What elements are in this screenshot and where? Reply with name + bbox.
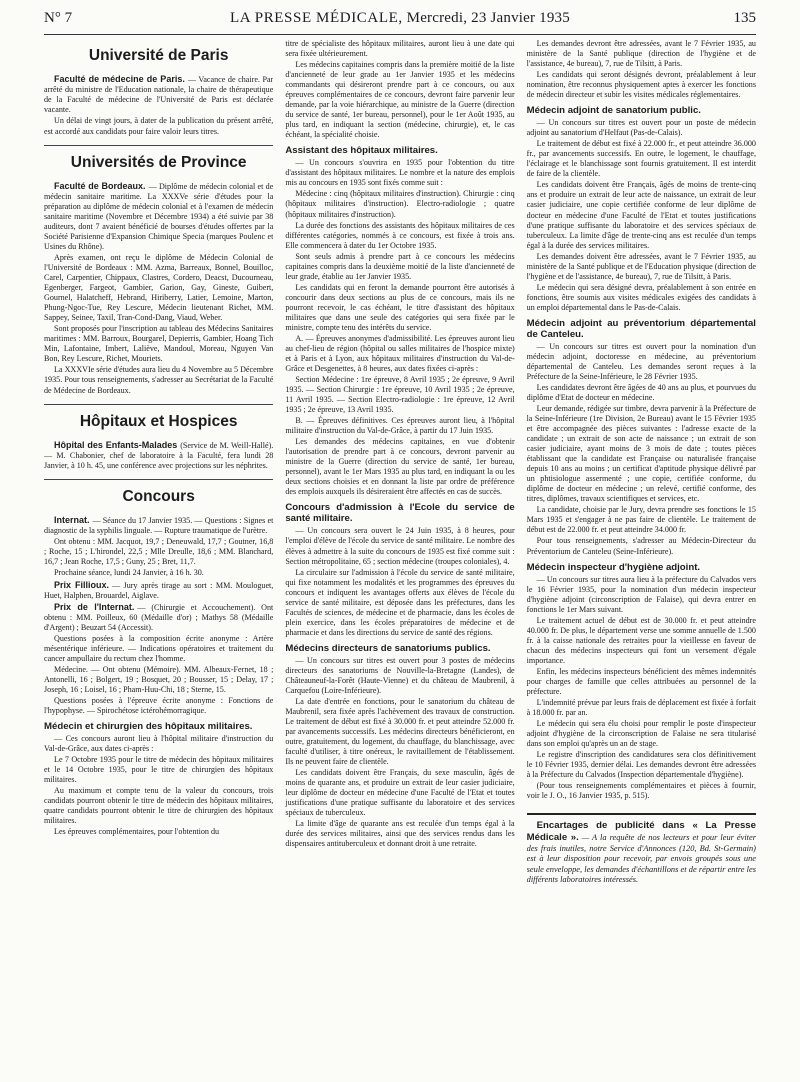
paragraph: Le traitement de début est fixé à 22.000 fr., et peut atteindre 36.000 fr., par avancements successifs. En outre, le logement, le chauffage, l'éclairage et le blanchissage sont fournis gratuitement. Il est interdit de faire de la clientèle. <box>526 139 756 179</box>
paragraph: Les candidats qui seront désignés devront, préalablement à leur nomination, être reconnus physiquement aptes à exercer les fonctions de médecin directeur et subir les visites médicales réglementaires. <box>526 70 756 100</box>
issue-date: Mercredi, 23 Janvier 1935 <box>406 10 570 26</box>
section-divider <box>44 145 273 146</box>
paragraph: L'indemnité prévue par leurs frais de déplacement est fixée à forfait à 18.000 fr. par an. <box>526 697 756 717</box>
paragraph: — Un concours sur titres aura lieu à la préfecture du Calvados vers le 16 Février 1935, pour la nomination d'un médecin inspecteur d'hygiène adjoint (circonscription de Falaise), qui devra entrer en fonctions le 1er Mars suivant. <box>526 574 756 614</box>
paragraph: Les demandes devront être adressées, avant le 7 Février 1935, au ministère de la Santé publique (direction de l'hygiène et de l'assistance, 4e bureau), 7, rue de Tilsitt, à Paris. <box>526 39 756 69</box>
paragraph: A. — Épreuves anonymes d'admissibilité. Les épreuves auront lieu au chef-lieu de région (hôpital ou salles militaires de l'hospice mixte) et à Paris et à Lyon, aux hôpitaux militaires d'instruction du Val-de-Grâce et Desgenettes, à 8 heures, aux dates fixées ci-après : <box>285 333 515 373</box>
paragraph <box>44 74 273 115</box>
paragraph: Sont seuls admis à prendre part à ce concours les médecins capitaines compris dans la deuxième moitié de la liste d'ancienneté de leur grade, établie au 1er Janvier 1935. <box>285 251 515 281</box>
paragraph: Enfin, les médecins inspecteurs bénéficient des mêmes indemnités pour charges de famille que celles attribuées au personnel de la préfecture. <box>526 666 756 696</box>
paragraph: Le traitement actuel de début est de 30.000 fr. et peut atteindre 40.000 fr. De plus, le département verse une somme annuelle de 1.500 fr. à la caisse nationale des retraites pour la vieillesse en faveur de chacun des médecins inspecteurs qui font un versement d'égale importance. <box>526 615 756 665</box>
paragraph: — Un concours s'ouvrira en 1935 pour l'obtention du titre d'assistant des hôpitaux militaires. Le nombre et la nature des emplois mis au concours en 1935 sont fixés comme suit : <box>285 158 515 188</box>
paragraph: Le médecin qui sera désigné devra, préalablement à son entrée en fonctions, être soumis aux visites médicales exigées des candidats à un emploi départemental dans le Pas-de-Calais. <box>526 282 756 312</box>
paragraph: Le médecin qui sera élu choisi pour remplir le poste d'inspecteur adjoint d'hygiène de la circonscription de Falaise ne sera titularisé dans son emploi qu'après un an de stage. <box>526 719 756 749</box>
paragraph: Au maximum et compte tenu de la valeur du concours, trois candidats pourront obtenir le titre de médecin des hôpitaux militaires, quatre candidats pourront obtenir le titre de chirurgien des hôpitaux militaires. <box>44 786 274 826</box>
publication-name: LA PRESSE MÉDICALE, <box>230 10 403 26</box>
paragraph-text: — Jury après tirage au sort : MM. Mouloguet, Huet, Halphen, Brouardel, Aiglave. <box>44 580 274 600</box>
subheading-preventorium: Médecin adjoint au préventorium départemental de Canteleu. <box>526 317 756 340</box>
column-2 <box>285 39 514 1075</box>
paragraph: La candidate, choisie par le Jury, devra prendre ses fonctions le 15 Mars 1935 et s'engager à ne pas faire de clientèle. Le traitement de début est de 22.000 fr. et peut atteindre 34.000 fr. <box>526 505 756 535</box>
paragraph: Médecine : cinq (hôpitaux militaires d'instruction). Chirurgie : cinq (hôpitaux militaires d'instruction). Electro-radiologie ; quatre (hôpitaux militaires d'instruction). <box>285 189 515 219</box>
paragraph: La limite d'âge de quarante ans est reculée d'un temps égal à la durée des services militaires, ainsi que des services rendus dans les dispensaires antituberculeux et donnant droit à une retraite. <box>285 819 515 849</box>
advertising-notice-box <box>527 813 756 885</box>
paragraph: La date d'entrée en fonctions, pour le sanatorium du château de Maubrenil, sera fixée après l'achèvement des travaux de construction. Le traitement de début est fixé à 30.000 fr. et peut atteindre 52.000 fr. par avancements successifs. Les médecins directeurs bénéficieront, en outre, gratuitement, du logement, du chauffage, du blanchissage, avec faculté d'utiliser, à titre onéreux, le ravitaillement de l'établissement. Ils ne peuvent faire de clientèle. <box>285 696 515 767</box>
paragraph: Le registre d'inscription des candidatures sera clos définitivement le 10 Février 1935, dernier délai. Les demandes devront être adressées à la Préfecture du Calvados (Inspection départementale d'hygiène). <box>526 750 756 780</box>
column-1 <box>44 39 273 1075</box>
paragraph <box>44 580 273 601</box>
paragraph: — Ces concours auront lieu à l'hôpital militaire d'instruction du Val-de-Grâce, aux dates ci-après : <box>44 734 274 754</box>
column-3 <box>527 39 756 1075</box>
section-title-universite-paris: Université de Paris <box>88 47 229 64</box>
paragraph: Questions posées à l'épreuve écrite anonyme : Fonctions de l'hypophyse. — Spirochétose ictérohémorragique. <box>44 696 274 716</box>
subheading-assistant: Assistant des hôpitaux militaires. <box>285 145 438 157</box>
paragraph: Prochaine séance, lundi 24 Janvier, à 16 h. 30. <box>54 568 204 578</box>
paragraph <box>44 181 273 252</box>
paragraph: Les médecins capitaines compris dans la première moitié de la liste d'ancienneté de leur grade au 1er Janvier 1935 et les médecins commandants qui désireront prendre part à ce concours, ou aux épreuves complémentaires de ce concours, devront faire parvenir leur demande, par la voie hiérarchique, au ministre de la Guerre (direction du service de santé, 1er bureau, personnel), pour le 1er Août 1935, au plus tard, en indiquant la section (médecine, chirurgie), et, le cas échéant, la spécialité choisie. <box>285 60 515 140</box>
paragraph: (Pour tous renseignements complémentaires et pièces à fournir, voir le J. O., 16 Janvier 1935, p. 515). <box>526 781 756 801</box>
section-divider <box>44 479 273 480</box>
paragraph: Après examen, ont reçu le diplôme de Médecin Colonial de l'Université de Bordeaux : MM. Azma, Barreaux, Bonnel, Bouilloc, Carel, Carpentier, Chippaux, Clastres, Cordero, Deacst, Ducourneau, Egenberger, Fargeot, Gambier, Garion, Gay, Gineste, Guibert, Gournel, Halatcheff, Hebrand, Hiriberry, Latier, Lemoine, Marton, Phung-Ngoc-Tue, Rey Lescure, Médecin lieutenant Richet, MM. Sappey, Seinee, Taxil, Tran-Cond-Dang, Viaud, Weber. <box>44 253 274 323</box>
paragraph: Les épreuves complémentaires, pour l'obtention du <box>54 827 220 837</box>
paragraph: Médecine. — Ont obtenu (Mémoire). MM. Albeaux-Fernet, 18 ; Antonelli, 16 ; Bolgert, 19 ; Bosquet, 20 ; Bousser, 15 ; Delay, 17 ; Joseph, 16 ; Loisel, 16 ; Pham-Huu-Chi, 18 ; Sterne, 15. <box>44 665 274 695</box>
subheading-medecin-chirurgien: Médecin et chirurgien des hôpitaux militaires. <box>44 721 253 733</box>
paragraph: Les candidats doivent être Français, âgés de moins de trente-cinq ans et produire un extrait de leur acte de naissance, un extrait de leur casier judiciaire, une copie certifiée conforme de leur diplôme de docteur en médecine d'une Faculté de l'Etat et toutes justifications d'une pratique suffisante du laboratoire et des services spéciaux de tuberculeux. La limite d'âge de trente-cinq ans est reculée d'un temps égal à la durée des services militaires. <box>526 180 756 250</box>
notice-body: — A la requête de nos lecteurs et pour leur éviter des frais inutiles, notre Service d'Annonces (120, Bd. St-Germain) est à leur disposition pour recevoir, par envois groupés sous une seule enveloppe, les demandes d'échantillons et de répartir entre les différents laboratoires intéressés. <box>526 833 756 885</box>
running-title <box>154 10 646 27</box>
paragraph: Les candidates devront être âgées de 40 ans au plus, et pourvues du diplôme d'Etat de docteur en médecine. <box>526 383 756 403</box>
paragraph <box>44 515 273 536</box>
paragraph: La circulaire sur l'admission à l'école du service de santé militaire, qui fixe notamment les modalités et les programmes des épreuves du concours et indiquent les avantages offerts aux élèves de l'école du service de santé militaire, est déposée dans les préfectures, dans les Facultés de sciences, de médecine et de pharmacie, dans les écoles de plein exercice, dans les écoles préparatoires de médecine et de pharmacie et dans les directions du service de santé des régions. <box>285 567 515 637</box>
paragraph <box>44 602 273 633</box>
paragraph: — Un concours sur titres est ouvert pour 3 postes de médecins directeurs des sanatoriums de Nouville-la-Bretagne (Landes), de Châteauneuf-la-Forêt (Haute-Vienne) et du château de Maubrenil, à Carquefou (Loire-Inférieure). <box>285 655 515 695</box>
subheading-sanatoriums: Médecins directeurs de sanatoriums publics. <box>285 642 491 654</box>
subheading-ecole-sante: Concours d'admission à l'Ecole du service de santé militaire. <box>285 502 515 525</box>
paragraph-text: — Diplôme de médecin colonial et de médecin sanitaire maritime. La XXXVe série d'études pour la préparation au diplôme de médecin colonial et à l'examen de médecin sanitaire maritime (Novembre et Décembre 1934) a été suivie par 38 auditeurs, dont 7 avaient bénéficié de bourses d'études offertes par la Société Parisienne d'Expansion Chimique Specia (marques Poulenc et Usines du Rhône). <box>44 181 274 252</box>
paragraph: Les demandes des médecins capitaines, en vue d'obtenir l'autorisation de prendre part à ce concours, devront parvenir au ministre de la Guerre (direction du service de santé, 1er bureau, personnel), avant le 1er Mars 1935 au plus tard, en indiquant la ou les deux sections choisies et en donnant la liste par ordre de préférence des emplois auxquels ils désireraient être affectés en cas de succès. <box>285 437 515 497</box>
paragraph-text: (Service de M. Weill-Hallé). — M. Chabonier, chef de laboratoire à la Faculté, fera lundi 28 Janvier, à 10 h. 45, une conférence avec projections sur les néphrites. <box>44 440 274 470</box>
paragraph: Un délai de vingt jours, à dater de la publication du présent arrêté, est accordé aux candidats pour faire valoir leurs titres. <box>44 116 274 136</box>
subheading-faculte-paris: Faculté de médecine de Paris. <box>54 74 185 85</box>
paragraph-text: — Séance du 17 Janvier 1935. — Questions : Signes et diagnostic de la syphilis linguale. — Rupture traumatique de l'urètre. <box>44 516 274 536</box>
subheading-enfants-malades: Hôpital des Enfants-Malades <box>54 439 178 450</box>
paragraph: Les candidats qui en feront la demande pourront être autorisés à concourir dans deux sections au plus de ce concours, mais ils ne pourront recevoir, le cas échéant, le titre d'assistant des hôpitaux militaires que dans une seule des catégories qui sera fixée par le ministre, compte tenu des intérêts du service. <box>285 282 515 332</box>
paragraph: — Un concours sur titres est ouvert pour un poste de médecin adjoint au sanatorium d'Helfaut (Pas-de-Calais). <box>526 118 756 138</box>
paragraph: Leur demande, rédigée sur timbre, devra parvenir à la Préfecture de la Seine-Inférieure (1re Division, 2e Bureau) avant le 15 Février 1935 et être accompagnée des pièces suivantes : l'adresse exacte de la candidate ; un extrait de son acte de naissance ; un extrait de son casier judiciaire, ayant moins de 3 mois de date ; toutes pièces établissant que la candidate est Française ou naturalisée française depuis 10 ans au moins ; un certificat d'aptitude physique délivré par un phtisiologue assermenté ; une copie, certifiée conforme, du diplôme de docteur en médecine ; un relevé, certifié conforme, des titres, diplômes, travaux scientifiques et services, etc. <box>526 404 756 504</box>
paragraph: Les demandes doivent être adressées, avant le 7 Février 1935, au ministère de la Santé publique et de l'Education physique (direction de l'hygiène et de l'assistance, 4e bureau), 7, rue de Tilsitt, à Paris. <box>526 251 756 281</box>
paragraph: titre de spécialiste des hôpitaux militaires, auront lieu à une date qui sera fixée ultérieurement. <box>285 39 515 59</box>
paragraph: Sont proposés pour l'inscription au tableau des Médecins Sanitaires maritimes : MM. Barroux, Bourgarel, Depierris, Gambier, Hoang Tich Min, Lafontaine, Imbert, Laliève, Mandoul, Moreau, Nguyen Van Bon, Rey Lescure, Richet, Mouriets. <box>44 324 274 364</box>
paragraph: Le 7 Octobre 1935 pour le titre de médecin des hôpitaux militaires et le 14 Octobre 1935, pour le titre de chirurgien des hôpitaux militaires. <box>44 755 274 785</box>
paragraph: Ont obtenu : MM. Jacquot, 19,7 ; Deneuwald, 17,7 ; Goutner, 16,8 ; Roche, 15 ; L'hirondel, 22,5 ; Mlle Dreulle, 18,6 ; MM. Blanchard, 16,7 ; Jean Roche, 17,5 ; Guny, 25 ; Bret, 11,7. <box>44 537 274 567</box>
paragraph <box>44 440 273 471</box>
section-title-universites-province: Universités de Province <box>70 153 247 171</box>
page-number: 135 <box>733 10 756 26</box>
paragraph-text: — Vacance de chaire. Par arrêté du ministre de l'Education nationale, la chaire de thérapeutique de la Faculté de médecine de l'Université de Paris est déclarée vacante. <box>44 75 274 115</box>
section-title-hopitaux: Hôpitaux et Hospices <box>79 412 238 430</box>
section-divider <box>44 404 273 405</box>
page-header <box>44 10 756 35</box>
subheading-medecin-adjoint-sanatorium: Médecin adjoint de sanatorium public. <box>526 105 701 117</box>
paragraph: La XXXVIe série d'études aura lieu du 4 Novembre au 5 Décembre 1935. Pour tous renseignements, s'adresser au Secrétariat de la Faculté de Médecine de Bordeaux. <box>44 365 274 395</box>
paragraph-text: — (Chirurgie et Accouchement). Ont obtenu : MM. Poilleux, 60 (Médaille d'or) ; Mathys 58 (Médaille d'Argent) ; Beuzart 54 (Accessit). <box>44 602 274 632</box>
notice-title: Encartages de publicité dans « La Presse Médicale ». <box>526 820 756 844</box>
section-title-concours: Concours <box>122 487 195 505</box>
article-columns <box>44 39 756 1075</box>
paragraph: Questions posées à la composition écrite anonyme : Artère mésentérique inférieure. — Indications opératoires et traitement du cancer ampullaire du rectum chez l'homme. <box>44 633 274 663</box>
paragraph: — Un concours sur titres est ouvert pour la nomination d'un médecin adjoint, doctoresse en médecine, au préventorium départemental de Canteleu. Les demandes seront reçues à la Préfecture de la Seine-Inférieure, le 28 Février 1935. <box>526 341 756 381</box>
paragraph: B. — Épreuves définitives. Ces épreuves auront lieu, à l'hôpital militaire d'instruction du Val-de-Grâce, à partir du 17 Juin 1935. <box>285 416 515 436</box>
paragraph: Pour tous renseignements, s'adresser au Médecin-Directeur du Préventorium de Canteleu (Seine-Inférieure). <box>526 536 756 556</box>
paragraph: Les candidats doivent être Français, du sexe masculin, âgés de moins de quarante ans, et produire un extrait de leur casier judiciaire, leur diplôme de docteur en médecine d'une Faculté de l'Etat et toutes justifications d'une pratique suffisante du laboratoire et des services spéciaux de tuberculeux. <box>285 768 515 818</box>
paragraph: La durée des fonctions des assistants des hôpitaux militaires de ces différentes catégories, nommés à ce concours, est fixée à trois ans. Elle commencera à dater du 1er Octobre 1935. <box>285 220 515 250</box>
paragraph: Section Médecine : 1re épreuve, 8 Avril 1935 ; 2e épreuve, 9 Avril 1935. — Section Chirurgie : 1re épreuve, 10 Avril 1935 ; 2e épreuve, 11 Avril 1935. — Section Electro-radiologie : 1re épreuve, 12 Avril 1935 ; 2e épreuve, 13 Avril 1935. <box>285 375 515 415</box>
issue-number: N° 7 <box>44 10 73 26</box>
subheading-prix-internat: Prix de l'Internat. <box>54 601 135 612</box>
paragraph: — Un concours sera ouvert le 24 Juin 1935, à 8 heures, pour l'emploi d'élève de l'école du service de santé militaire. Le nombre des élèves à admettre à la suite du concours de 1935 est fixé comme suit : Section métropolitaine, 65 ; section médecine (troupes coloniales), 4. <box>285 526 515 566</box>
subheading-internat: Internat. <box>54 515 90 526</box>
subheading-faculte-bordeaux: Faculté de Bordeaux. <box>54 180 146 191</box>
subheading-inspecteur-hygiene: Médecin inspecteur d'hygiène adjoint. <box>526 561 701 573</box>
subheading-prix-fillioux: Prix Fillioux. <box>54 579 109 590</box>
paragraph <box>527 820 756 885</box>
